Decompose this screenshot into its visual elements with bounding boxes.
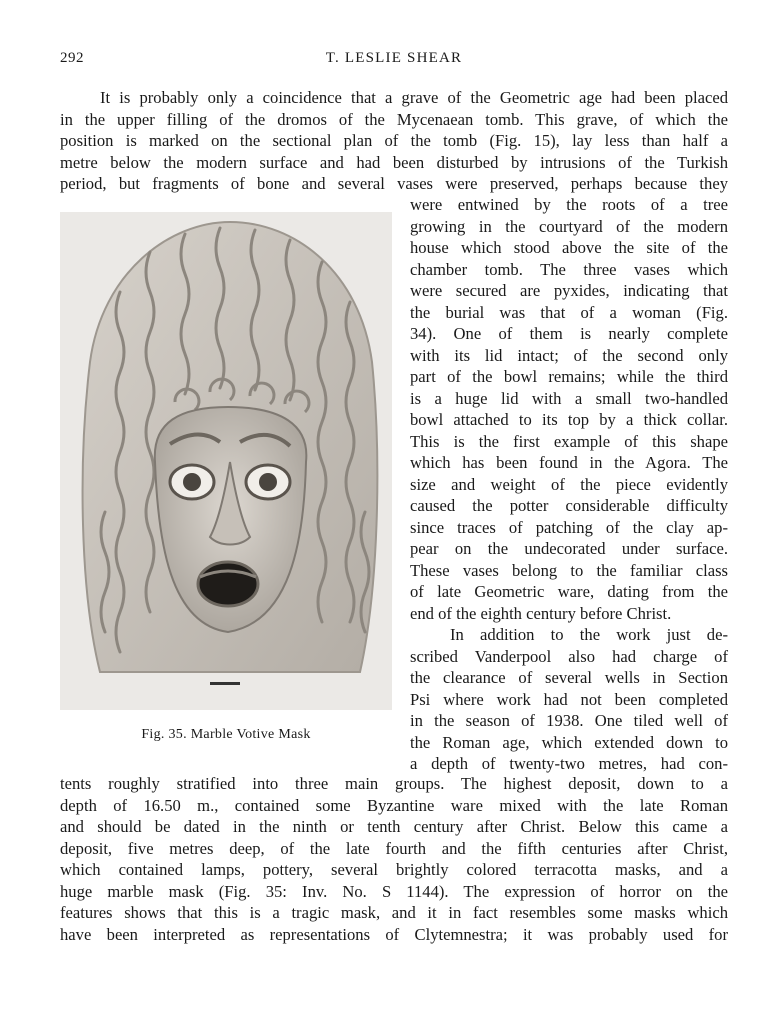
text-line: scribed Vanderpool also had charge of (410, 646, 728, 666)
text-line: which has been found in the Agora. The (410, 453, 728, 472)
text-line: It is probably only a coincidence that a grave of the Geometric age had been placed (100, 88, 728, 107)
text-line: a depth of twenty-two metres, had con- (410, 754, 728, 773)
text-line: were entwined by the roots of a tree (410, 195, 728, 214)
paragraph-bottom (60, 773, 728, 945)
text-line: metre below the modern surface and had been disturbed by intrusions of the Turkish (60, 152, 728, 172)
marble-mask-illustration (60, 212, 392, 710)
text-line: deposit, five metres deep, of the late fourth and the fifth centuries after Christ, (60, 838, 728, 858)
text-line: the Roman age, which extended down to (410, 732, 728, 752)
text-line: In addition to the work just de- (450, 625, 728, 644)
text-line: These vases belong to the familiar class (410, 560, 728, 580)
page-header (60, 50, 728, 74)
text-line: in the season of 1938. One tiled well of (410, 711, 728, 730)
text-line: This is the first example of this shape (410, 431, 728, 451)
text-line: growing in the courtyard of the modern (410, 216, 728, 236)
text-line: depth of 16.50 m., contained some Byzantine ware mixed with the late Roman (60, 795, 728, 815)
text-line: with its lid intact; of the second only (410, 345, 728, 365)
text-line: is a huge lid with a small two-handled (410, 388, 728, 408)
text-line: bowl attached to its top by a thick collar. (410, 410, 728, 429)
text-line: in the upper filling of the dromos of the Mycenaean tomb. This grave, of which the (60, 109, 728, 129)
paragraph-right-column (410, 194, 728, 775)
text-line: and should be dated in the ninth or tenth century after Christ. Below this came a (60, 817, 728, 836)
text-line: since traces of patching of the clay ap- (410, 517, 728, 537)
text-line: of late Geometric ware, dating from the (410, 582, 728, 601)
text-line: pear on the undecorated under surface. (410, 539, 728, 558)
text-line: 34). One of them is nearly complete (410, 324, 728, 343)
text-line: Psi where work had not been completed (410, 689, 728, 709)
text-line: were secured are pyxides, indicating that (410, 281, 728, 300)
text-line: features shows that this is a tragic mask, and it in fact resembles some masks which (60, 903, 728, 922)
text-line: tents roughly stratified into three main groups. The highest deposit, down to a (60, 774, 728, 793)
text-line: the clearance of several wells in Section (410, 668, 728, 687)
text-line: house which stood above the site of the (410, 238, 728, 257)
figure-marble-mask (60, 212, 392, 710)
text-line: have been interpreted as representations of Clytemnestra; it was probably used for (60, 924, 728, 944)
text-line: caused the potter considerable difficulty (410, 496, 728, 515)
text-line: which contained lamps, pottery, several brightly colored terracotta masks, and a (60, 860, 728, 879)
page-number: 292 (60, 50, 84, 66)
text-line: chamber tomb. The three vases which (410, 259, 728, 279)
text-line: position is marked on the sectional plan of the tomb (Fig. 15), lay less than half a (60, 131, 728, 150)
figure-caption: Fig. 35. Marble Votive Mask (141, 727, 311, 742)
running-head: T. LESLIE SHEAR (325, 50, 463, 66)
text-line: the burial was that of a woman (Fig. (410, 302, 728, 322)
text-line: size and weight of the piece evidently (410, 474, 728, 494)
text-line: huge marble mask (Fig. 35: Inv. No. S 1144). The expression of horror on the (60, 881, 728, 901)
paragraph-top (60, 87, 728, 195)
text-line: period, but fragments of bone and several vases were preserved, perhaps because they (60, 174, 728, 193)
text-line: part of the bowl remains; while the third (410, 367, 728, 386)
text-line: end of the eighth century before Christ. (410, 603, 672, 623)
